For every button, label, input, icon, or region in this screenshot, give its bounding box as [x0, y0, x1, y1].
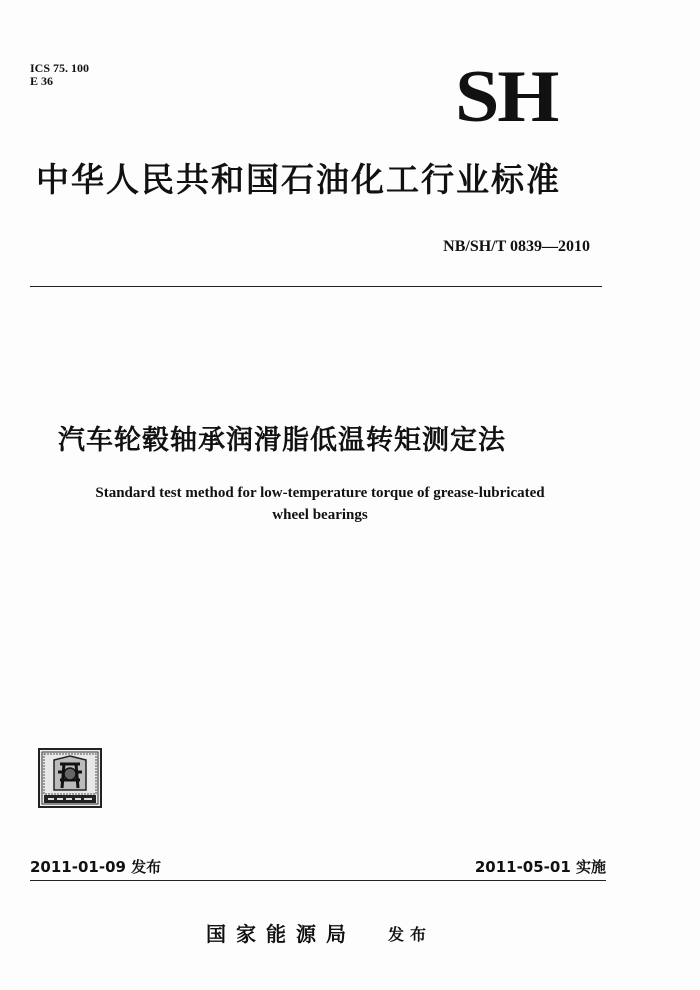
- top-divider: [30, 286, 602, 287]
- title-english-line1: Standard test method for low-temperature torque of grease-lubricated: [95, 485, 545, 501]
- bottom-divider: [30, 880, 606, 881]
- standard-category: 中华人民共和国石油化工行业标准: [36, 160, 561, 199]
- ics-classification: [30, 62, 89, 88]
- title-english: [40, 482, 600, 526]
- title-chinese: 汽车轮毂轴承润滑脂低温转矩测定法: [58, 425, 506, 456]
- classification-code: E 36: [30, 74, 54, 88]
- sh-logo: SH: [455, 56, 558, 138]
- standard-number: NB/SH/T 0839—2010: [443, 238, 590, 255]
- issuer: 国家能源局: [206, 922, 356, 946]
- seal-graphic: [40, 750, 100, 806]
- ics-code: ICS 75. 100: [30, 61, 90, 75]
- issue-date: 2011-01-09 发布: [30, 858, 162, 876]
- implementation-date: 2011-05-01 实施: [474, 858, 606, 876]
- issuer-action: 发布: [388, 925, 433, 944]
- issuing-authority-seal-icon: [38, 748, 102, 808]
- title-english-line2: wheel bearings: [272, 507, 368, 523]
